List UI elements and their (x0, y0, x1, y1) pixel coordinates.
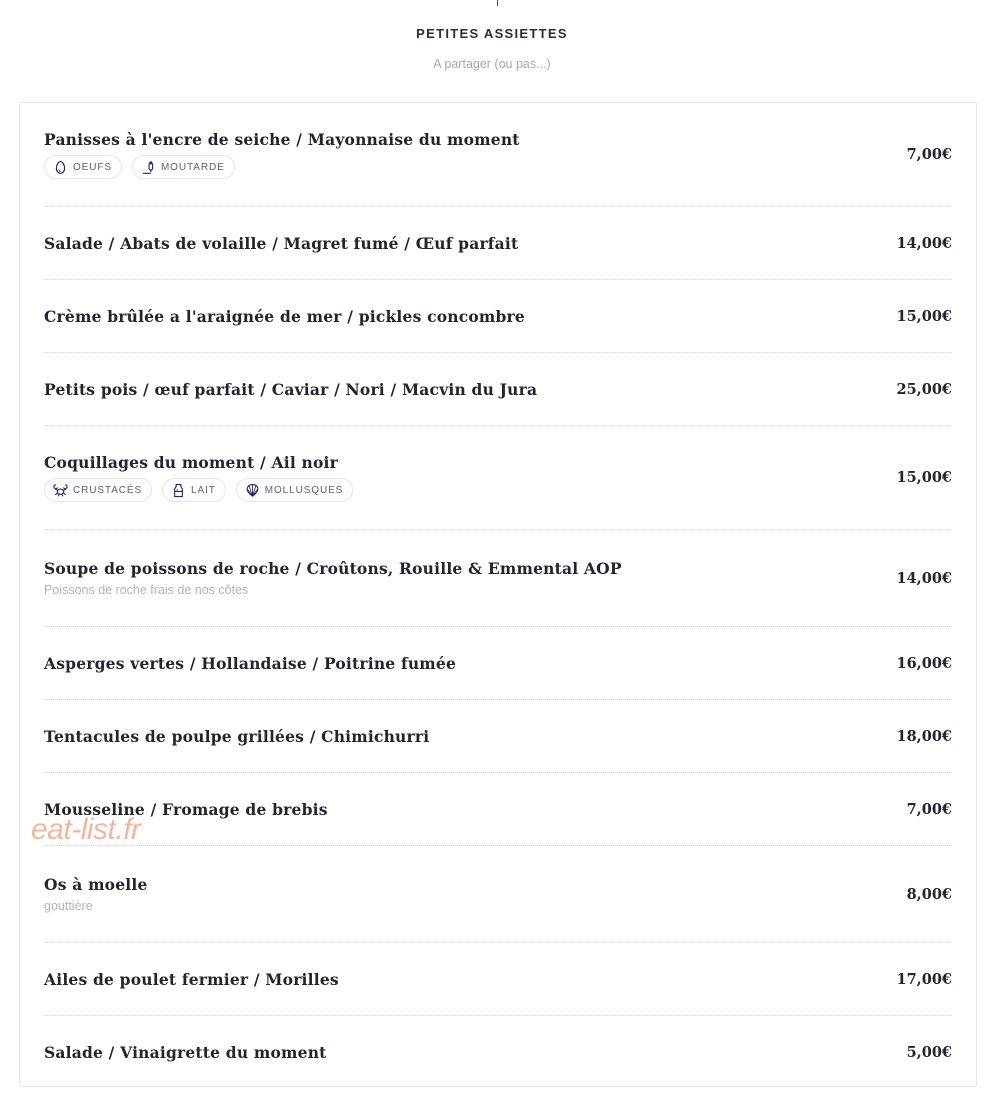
menu-item-info (44, 875, 148, 913)
allergen-label: MOUTARDE (160, 161, 225, 173)
menu-item-info (44, 559, 622, 597)
allergen-label: MOLLUSQUES (264, 484, 344, 496)
menu-item-price: 14,00€ (896, 569, 952, 587)
menu-item-info (44, 130, 520, 179)
crab-icon (53, 483, 68, 498)
menu-item-description: gouttière (44, 899, 93, 913)
menu-item-name: Panisses à l'encre de seiche / Mayonnaise du moment (44, 130, 520, 149)
allergen-list (44, 478, 353, 502)
top-divider-tick (497, 0, 498, 6)
menu-item (44, 846, 952, 943)
menu-item-info (44, 727, 429, 746)
menu-card (19, 102, 977, 1087)
mustard-icon (141, 160, 156, 175)
menu-item-info (44, 1043, 327, 1062)
allergen-badge (132, 155, 235, 179)
menu-item-price: 15,00€ (896, 469, 952, 486)
shell-icon (245, 483, 260, 498)
menu-item-name: Salade / Abats de volaille / Magret fumé / Œuf parfait (44, 233, 519, 253)
menu-item-info (44, 234, 518, 253)
menu-item-name: Crème brûlée a l'araignée de mer / pickles concombre (44, 306, 525, 326)
menu-item-price: 7,00€ (906, 800, 952, 818)
menu-item-price: 17,00€ (896, 970, 952, 988)
allergen-label: OEUFS (73, 161, 112, 173)
section-title: PETITES ASSIETTES (416, 26, 568, 41)
menu-item-price: 5,00€ (906, 1043, 952, 1061)
menu-item-name: Ailes de poulet fermier / Morilles (44, 969, 339, 989)
allergen-label: CRUSTACÉS (73, 484, 143, 496)
allergen-badge (236, 478, 353, 502)
menu-item (44, 627, 952, 700)
allergen-badge (44, 155, 122, 179)
menu-item-name: Tentacules de poulpe grillées / Chimichurri (44, 726, 430, 746)
menu-item-info (44, 970, 339, 989)
menu-item (44, 530, 952, 627)
menu-item-name: Asperges vertes / Hollandaise / Poitrine fumée (44, 653, 457, 673)
menu-item (44, 700, 952, 773)
menu-item-info (44, 654, 456, 673)
menu-item (44, 943, 952, 1016)
menu-item (44, 103, 952, 207)
section-header (0, 0, 984, 74)
menu-item (44, 1016, 952, 1088)
menu-item-name: Mousseline / Fromage de brebis (44, 799, 328, 819)
menu-item-price: 15,00€ (896, 307, 952, 325)
menu-item (44, 280, 952, 353)
menu-item-price: 18,00€ (896, 727, 952, 745)
menu-item-description: Poissons de roche frais de nos côtes (44, 583, 249, 597)
milk-icon (171, 483, 186, 498)
allergen-label: LAIT (191, 484, 216, 496)
menu-item (44, 353, 952, 426)
watermark: eat-list.fr (31, 813, 141, 846)
section-subtitle: A partager (ou pas...) (433, 57, 551, 71)
allergen-badge (44, 478, 152, 502)
menu-item-name: Os à moelle (44, 875, 148, 894)
menu-item-name: Soupe de poissons de roche / Croûtons, Rouille & Emmental AOP (44, 559, 622, 578)
menu-item-info (44, 380, 537, 399)
menu-item-price: 8,00€ (906, 885, 952, 903)
menu-item-price: 7,00€ (906, 146, 952, 163)
allergen-list (44, 155, 520, 179)
menu-item-info (44, 453, 353, 502)
menu-item (44, 773, 952, 846)
menu-item-info (44, 307, 525, 326)
menu-item-price: 16,00€ (896, 654, 952, 672)
egg-icon (53, 160, 68, 175)
menu-item-price: 14,00€ (896, 234, 952, 252)
menu-item (44, 426, 952, 530)
menu-item (44, 207, 952, 280)
allergen-badge (162, 478, 226, 502)
menu-item-name: Coquillages du moment / Ail noir (44, 453, 338, 472)
menu-item-price: 25,00€ (896, 380, 952, 398)
menu-item-name: Petits pois / œuf parfait / Caviar / Nori / Macvin du Jura (44, 379, 538, 399)
menu-item-name: Salade / Vinaigrette du moment (44, 1042, 327, 1062)
